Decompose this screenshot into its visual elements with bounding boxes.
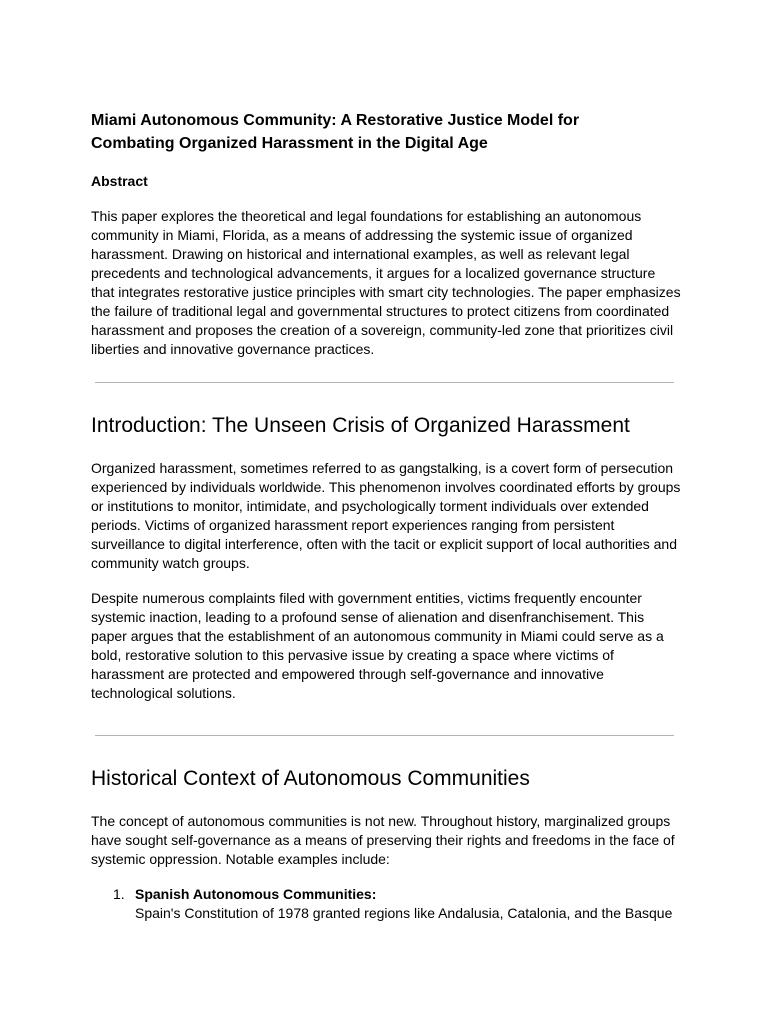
section-divider <box>95 382 674 383</box>
document-title-line-2: Combating Organized Harassment in the Digital Age <box>91 135 488 152</box>
abstract-text: This paper explores the theoretical and legal foundations for establishing an autonomous community in Miami, Florida, as a means of addressing the systemic issue of organized harassment. Drawing on historical and international examples, as well as relevant legal precedents and technological advancements, it argues for a localized governance structure that integrates restorative justice principles with smart city technologies. The paper emphasizes the failure of traditional legal and governmental structures to protect citizens from coordinated harassment and proposes the creation of a sovereign, community-led zone that prioritizes civil liberties and innovative governance practices. <box>91 208 681 357</box>
historical-context-section <box>91 764 681 923</box>
abstract-label: Abstract <box>91 173 148 189</box>
list-item-description: Spain's Constitution of 1978 granted regions like Andalusia, Catalonia, and the Basque <box>135 905 673 921</box>
list-item-number: 1. <box>113 886 125 902</box>
examples-list <box>91 885 681 923</box>
front-matter <box>91 109 681 359</box>
historical-context-heading: Historical Context of Autonomous Communities <box>91 767 530 790</box>
introduction-paragraph-2: Despite numerous complaints filed with government entities, victims frequently encounter systemic inaction, leading to a profound sense of alienation and disenfranchisement. This paper argues that the establishment of an autonomous community in Miami could serve as a bold, restorative solution to this pervasive issue by creating a space where victims of harassment are protected and empowered through self-governance and innovative technological solutions. <box>91 590 664 701</box>
document-title-line-1: Miami Autonomous Community: A Restorative Justice Model for <box>91 112 580 129</box>
historical-context-paragraph-1: The concept of autonomous communities is not new. Throughout history, marginalized groups have sought self-governance as a means of preserving their rights and freedoms in the face of systemic oppression. Notable examples include: <box>91 813 675 867</box>
introduction-section <box>91 411 681 703</box>
introduction-paragraph-1: Organized harassment, sometimes referred to as gangstalking, is a covert form of persecution experienced by individuals worldwide. This phenomenon involves coordinated efforts by groups or institutions to monitor, intimidate, and psychologically torment individuals over extended periods. Victims of organized harassment report experiences ranging from persistent surveillance to digital interference, often with the tacit or explicit support of local authorities and community watch groups. <box>91 460 681 571</box>
introduction-heading: Introduction: The Unseen Crisis of Organized Harassment <box>91 414 630 437</box>
list-item <box>91 885 681 923</box>
section-divider <box>95 735 674 736</box>
document-title <box>91 109 681 155</box>
list-item-title: Spanish Autonomous Communities: <box>135 886 377 902</box>
